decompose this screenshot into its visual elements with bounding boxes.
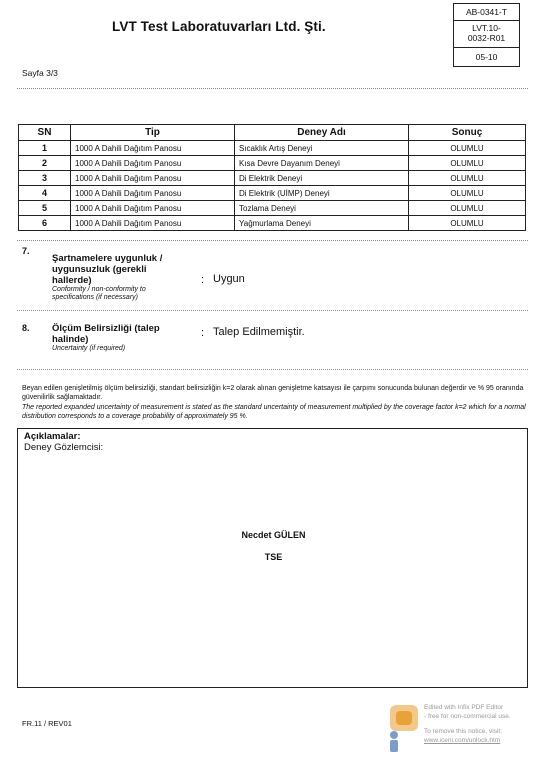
uncertainty-note-tr: Beyan edilen genişletilmiş ölçüm belirsizliği, standart belirsizliğin k=2 olarak alınan genişletme katsayısı ile çarpımı sonucunda bulunan değerdir ve % 95 oranında güvenilirlik sağlamaktadır. <box>22 385 524 401</box>
column-header-test-name: Deney Adı <box>235 125 409 141</box>
cell-test-name: Yağmurlama Deneyi <box>235 216 409 231</box>
column-header-sn: SN <box>19 125 71 141</box>
divider <box>17 240 528 241</box>
page-number: Sayfa 3/3 <box>22 68 58 78</box>
observer-name: Necdet GÜLEN <box>241 530 306 540</box>
watermark-line-3: To remove this notice, visit: <box>424 728 503 735</box>
cell-test-name: Di Elektrik (UİMP) Deneyi <box>235 186 409 201</box>
cell-test-name: Di Elektrik Deneyi <box>235 171 409 186</box>
cell-sn: 1 <box>19 141 71 156</box>
infix-logo-icon <box>384 703 422 753</box>
cell-sn: 5 <box>19 201 71 216</box>
cell-sn: 2 <box>19 156 71 171</box>
table-row <box>19 141 526 156</box>
cell-result: OLUMLU <box>409 141 526 156</box>
table-header-row <box>19 125 526 141</box>
cell-result: OLUMLU <box>409 171 526 186</box>
cell-sn: 3 <box>19 171 71 186</box>
watermark-line-4[interactable]: www.iceni.com/unlock.htm <box>424 737 501 744</box>
cell-sn: 4 <box>19 186 71 201</box>
document-title: LVT Test Laboratuvarları Ltd. Şti. <box>112 19 326 34</box>
section-8-label-en: Uncertainty (if required) <box>52 345 126 352</box>
cell-sn: 6 <box>19 216 71 231</box>
table-row <box>19 216 526 231</box>
cell-result: OLUMLU <box>409 216 526 231</box>
section-8-label <box>52 323 177 353</box>
cell-test-name: Tozlama Deneyi <box>235 201 409 216</box>
table-row <box>19 186 526 201</box>
table-row <box>19 201 526 216</box>
watermark-text <box>424 703 511 745</box>
section-7-colon: : <box>201 274 205 286</box>
results-table <box>18 124 526 231</box>
watermark-line-2: - free for non-commercial use. <box>424 713 511 720</box>
cell-type: 1000 A Dahili Dağıtım Panosu <box>71 216 235 231</box>
form-code: FR.11 / REV01 <box>22 719 72 728</box>
code-line-2b: 0032-R01 <box>467 33 506 43</box>
cell-type: 1000 A Dahili Dağıtım Panosu <box>71 201 235 216</box>
cell-type: 1000 A Dahili Dağıtım Panosu <box>71 156 235 171</box>
section-8-value: Talep Edilmemiştir. <box>213 326 305 338</box>
cell-type: 1000 A Dahili Dağıtım Panosu <box>71 171 235 186</box>
code-line-3: 05-10 <box>475 52 498 62</box>
cell-test-name: Sıcaklık Artış Deneyi <box>235 141 409 156</box>
table-row <box>19 156 526 171</box>
section-7-number: 7. <box>22 246 30 256</box>
cell-result: OLUMLU <box>409 156 526 171</box>
section-8-number: 8. <box>22 323 30 333</box>
table-row <box>19 171 526 186</box>
code-line-2a: LVT.10- <box>472 23 501 33</box>
divider <box>17 369 528 370</box>
section-8-colon: : <box>201 327 205 339</box>
cell-type: 1000 A Dahili Dağıtım Panosu <box>71 186 235 201</box>
observer-label: Deney Gözlemcisi: <box>24 442 104 453</box>
document-code-box <box>453 3 520 67</box>
section-8-label-tr: Ölçüm Belirsizliği (talep halinde) <box>52 323 160 345</box>
observer-organization: TSE <box>264 552 283 562</box>
cell-result: OLUMLU <box>409 201 526 216</box>
column-header-result: Sonuç <box>409 125 526 141</box>
remarks-heading: Açıklamalar: <box>24 431 81 442</box>
section-7-label <box>52 253 182 302</box>
code-line-2 <box>454 21 519 48</box>
watermark-line-1: Edited with Infix PDF Editor <box>424 704 504 711</box>
cell-type: 1000 A Dahili Dağıtım Panosu <box>71 141 235 156</box>
section-7-label-en: Conformity / non-conformity to specifications (if necessary) <box>52 286 146 301</box>
divider <box>17 88 528 89</box>
uncertainty-note-en: The reported expanded uncertainty of measurement is stated as the standard uncertainty of measurement multiplied by the coverage factor k=2 which for a normal distribution corresponds to a coverage probability of approximately 95 %. <box>22 404 526 420</box>
code-line-1: AB-0341-T <box>454 4 519 21</box>
divider <box>17 310 528 311</box>
cell-test-name: Kısa Devre Dayanım Deneyi <box>235 156 409 171</box>
cell-result: OLUMLU <box>409 186 526 201</box>
section-7-label-tr: Şartnamelere uygunluk / uygunsuzluk (gerekli hallerde) <box>52 253 163 286</box>
column-header-type: Tip <box>71 125 235 141</box>
section-7-value: Uygun <box>213 273 245 285</box>
